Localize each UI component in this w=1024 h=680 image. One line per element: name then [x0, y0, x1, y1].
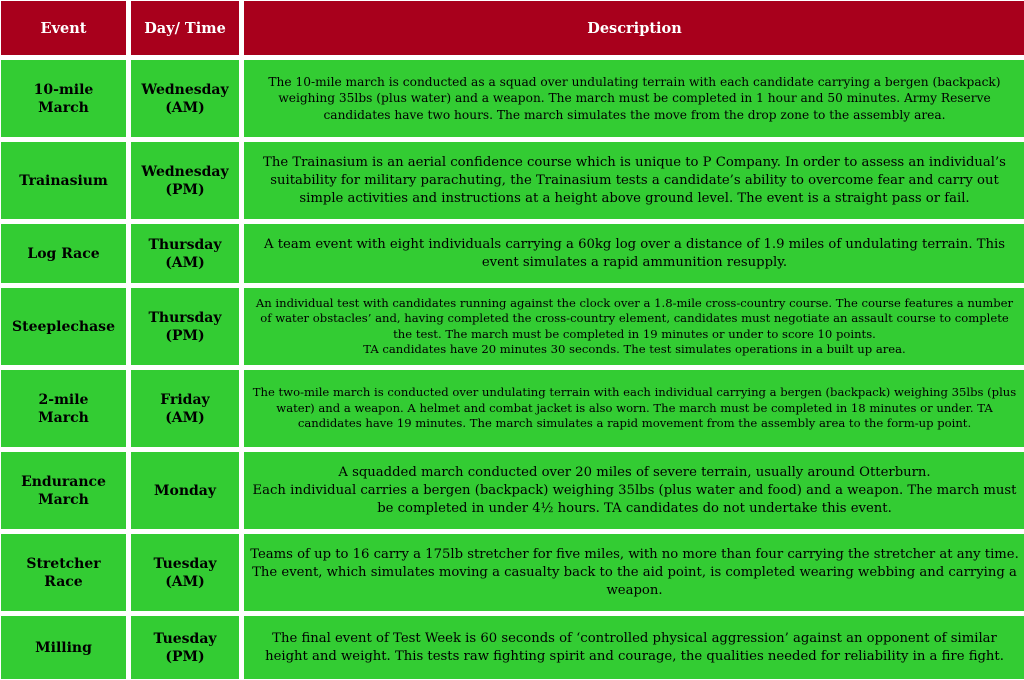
- event-description: The final event of Test Week is 60 seconds of ‘controlled physical aggression’ against an opponent of similar height and weight. This tests raw fighting spirit and courage, the qualities needed for reliability in a fire fight.: [244, 616, 1024, 679]
- event-name: 10-mile March: [1, 60, 126, 137]
- event-description: The 10-mile march is conducted as a squad over undulating terrain with each candidate carrying a bergen (backpack) weighing 35lbs (plus water) and a weapon. The march must be completed in 1 hour and 50 minutes. Army Reserve candidates have two hours. The march simulates the move from the drop zone to the assembly area.: [244, 60, 1024, 137]
- header-day-time: Day/ Time: [131, 1, 239, 55]
- event-description: The two-mile march is conducted over undulating terrain with each individual carrying a bergen (backpack) weighing 35lbs (plus water) and a weapon. A helmet and combat jacket is also worn. The march must be completed in 18 minutes or under. TA candidates have 19 minutes. The march simulates a rapid movement from the assembly area to the form-up point.: [244, 370, 1024, 447]
- event-day-time: Tuesday (AM): [131, 534, 239, 611]
- event-name: 2-mile March: [1, 370, 126, 447]
- event-name: Log Race: [1, 224, 126, 283]
- event-day-time: Thursday (AM): [131, 224, 239, 283]
- event-name: Endurance March: [1, 452, 126, 529]
- event-day-time: Thursday (PM): [131, 288, 239, 365]
- header-event: Event: [1, 1, 126, 55]
- event-day-time: Friday (AM): [131, 370, 239, 447]
- event-description: Teams of up to 16 carry a 175lb stretcher for five miles, with no more than four carrying the stretcher at any time. The event, which simulates moving a casualty back to the aid point, is completed wearing webbing and carrying a weapon.: [244, 534, 1024, 611]
- event-name: Stretcher Race: [1, 534, 126, 611]
- event-day-time: Monday: [131, 452, 239, 529]
- event-description: An individual test with candidates running against the clock over a 1.8-mile cross-country course. The course features a number of water obstacles’ and, having completed the cross-country element, candidates must negotiate an assault course to complete the test. The march must be completed in 19 minutes or under to score 10 points. TA candidates have 20 minutes 30 seconds. The test simulates operations in a built up area.: [244, 288, 1024, 365]
- event-day-time: Tuesday (PM): [131, 616, 239, 679]
- event-description: A team event with eight individuals carrying a 60kg log over a distance of 1.9 miles of undulating terrain. This event simulates a rapid ammunition resupply.: [244, 224, 1024, 283]
- event-name: Trainasium: [1, 142, 126, 219]
- event-name: Milling: [1, 616, 126, 679]
- event-description: A squadded march conducted over 20 miles of severe terrain, usually around Otterburn. Each individual carries a bergen (backpack) weighing 35lbs (plus water and food) and a weapon. The march must be completed in under 4½ hours. TA candidates do not undertake this event.: [244, 452, 1024, 529]
- event-day-time: Wednesday (AM): [131, 60, 239, 137]
- event-name: Steeplechase: [1, 288, 126, 365]
- event-day-time: Wednesday (PM): [131, 142, 239, 219]
- header-description: Description: [244, 1, 1024, 55]
- event-description: The Trainasium is an aerial confidence course which is unique to P Company. In order to assess an individual’s suitability for military parachuting, the Trainasium tests a candidate’s ability to overcome fear and carry out simple activities and instructions at a height above ground level. The event is a straight pass or fail.: [244, 142, 1024, 219]
